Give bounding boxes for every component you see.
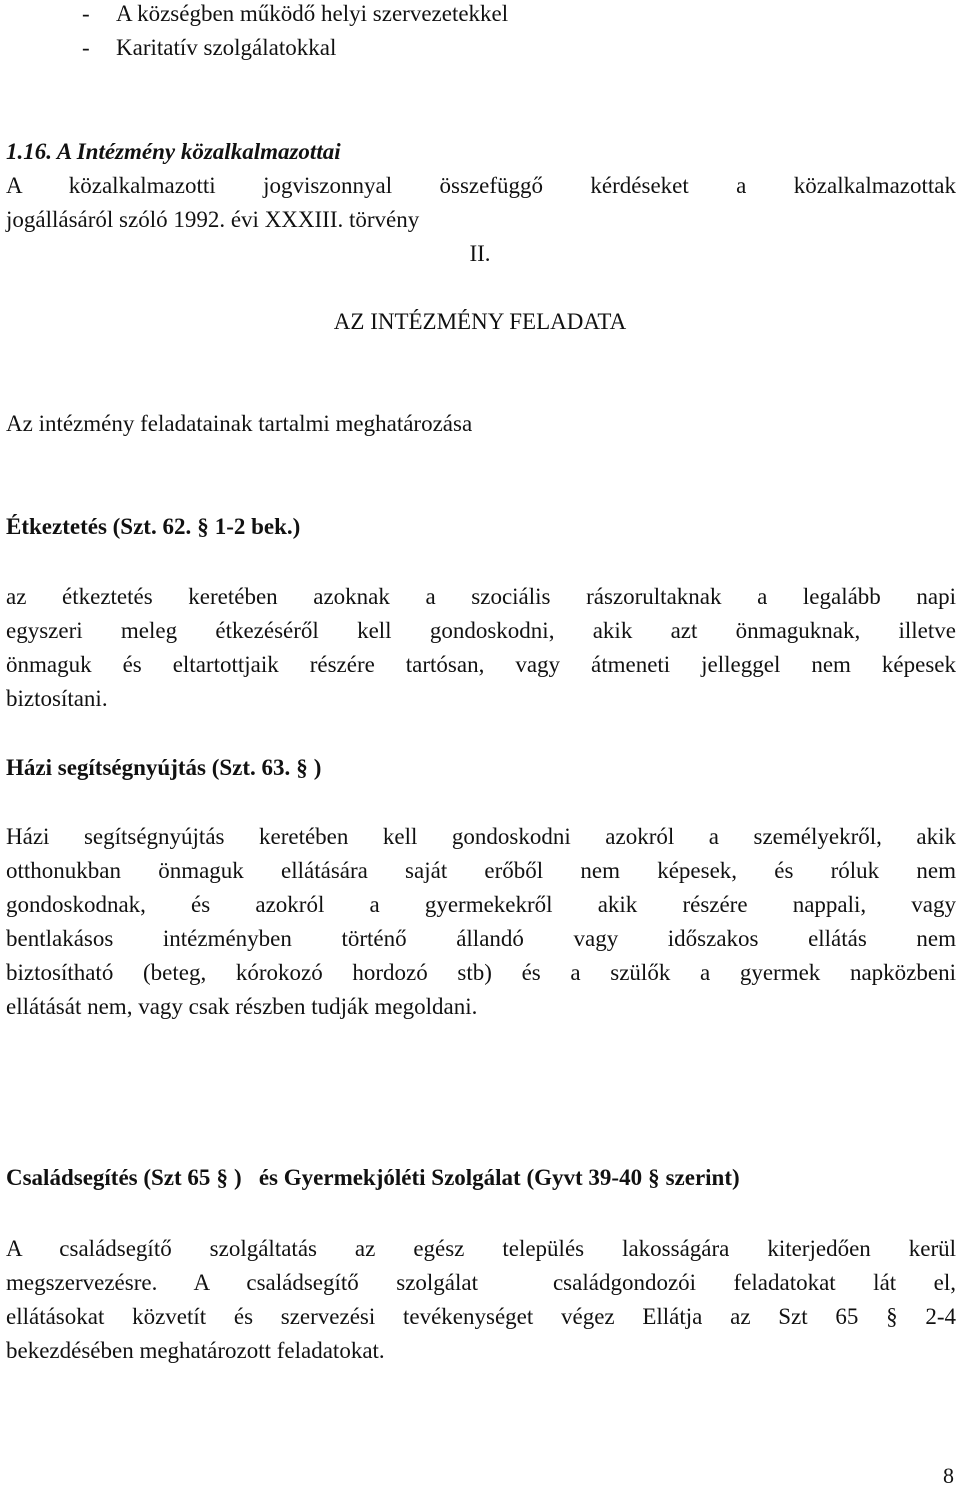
etkeztetes-heading [6,510,956,544]
list-item-text: A községben működő helyi szervezetekkel [116,1,509,26]
page-number: 8 [943,1463,954,1488]
heading-text: 1-2 bek.) [214,514,301,539]
section-heading-116: 1.16. A Intézmény közalkalmazottai [6,139,341,164]
paragraph-line: bekezdésében meghatározott feladatokat. [6,1338,385,1363]
paragraph-line: otthonukban önmaguk ellátására saját erőből nem képesek, és róluk nem [6,858,956,883]
chapter-number: II. [469,241,491,266]
paragraph-line: egyszeri meleg étkezéséről kell gondoskodni, akik azt önmaguknak, illetve [6,618,956,643]
paragraph-line: Házi segítségnyújtás keretében kell gondoskodni azokról a személyekről, akik [6,824,956,849]
section-116-line: A közalkalmazotti jogviszonnyal összefüggő kérdéseket a közalkalmazottak [6,173,956,198]
heading-text: Házi segítségnyújtás (Szt. 63. [6,755,291,780]
heading-text: Családsegítés (Szt 65 [6,1165,211,1190]
heading-text: szerint) [665,1165,740,1190]
paragraph-line: bentlakásos intézményben történő állandó vagy időszakos ellátás nem [6,926,956,951]
subtitle: Az intézmény feladatainak tartalmi meghatározása [6,411,473,436]
paragraph-line: ellátásokat közvetít és szervezési tevékenységet végez Ellátja az Szt 65 § 2-4 [6,1304,956,1329]
list-item [82,0,782,31]
csalad-heading [6,1161,956,1195]
list-item-text: Karitatív szolgálatokkal [116,35,337,60]
paragraph-line: megszervezésre. A családsegítő szolgálat családgondozói feladatokat lát el, [6,1270,956,1295]
paragraph-sign: § [216,1165,228,1190]
heading-text: Étkeztetés (Szt. 62. [6,514,192,539]
list-item [82,31,782,65]
section-116-line: jogállásáról szóló 1992. évi XXXIII. törvény [6,207,420,232]
paragraph-line: A családsegítő szolgáltatás az egész település lakosságára kiterjedően kerül [6,1236,956,1261]
paragraph-line: biztosítható (beteg, kórokozó hordozó stb) és a szülők a gyermek napközbeni [6,960,956,985]
paragraph-line: biztosítani. [6,686,108,711]
paragraph-line: az étkeztetés keretében azoknak a szociális rászorultaknak a legalább napi [6,584,956,609]
chapter-title: AZ INTÉZMÉNY FELADATA [333,309,627,334]
paragraph-line: önmaguk és eltartottjaik részére tartósan, vagy átmeneti jelleggel nem képesek [6,652,956,677]
hazi-heading [6,751,956,785]
paragraph-sign: § [648,1165,660,1190]
paragraph-line: gondoskodnak, és azokról a gyermekekről akik részére nappali, vagy [6,892,956,917]
list-dash: - [82,1,90,26]
paragraph-line: ellátását nem, vagy csak részben tudják megoldani. [6,994,478,1019]
list-dash: - [82,35,90,60]
heading-text: ) és Gyermekjóléti Szolgálat (Gyvt 39-40 [233,1165,643,1190]
paragraph-sign: § [197,514,209,539]
heading-text: ) [313,755,322,780]
paragraph-sign: § [296,755,308,780]
